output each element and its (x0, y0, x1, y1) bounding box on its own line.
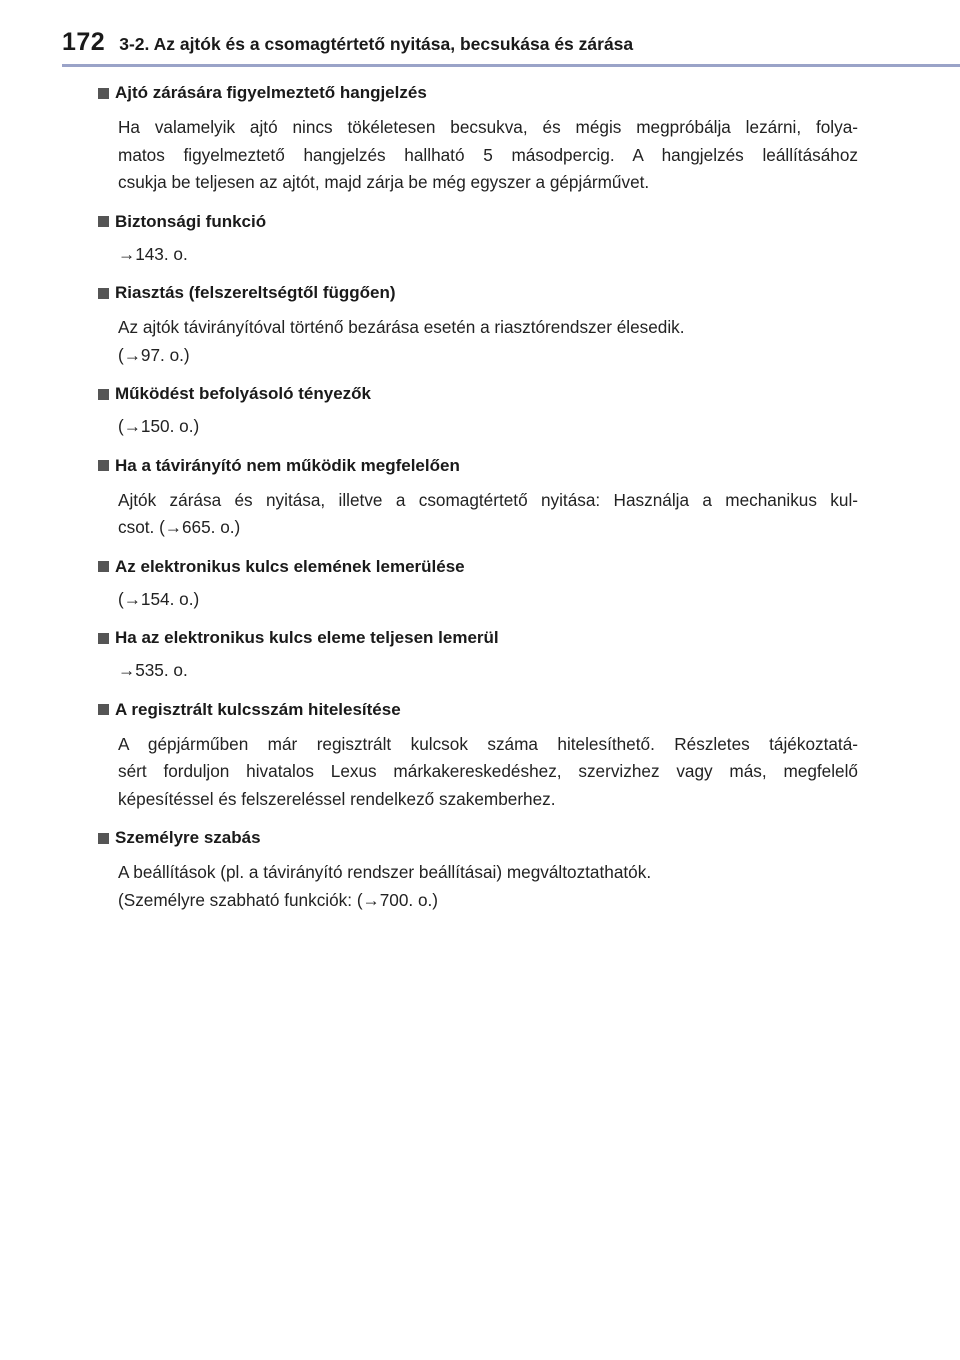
header-divider (62, 64, 960, 67)
body-line: Ajtók zárása és nyitása, illetve a csomagtértető nyitása: Használja a mechanikus kul- (118, 489, 858, 510)
section-alarm (98, 278, 858, 369)
section-remote-malfunction (98, 451, 858, 542)
section-heading-text: Az elektronikus kulcs elemének lemerülése (115, 556, 465, 576)
square-bullet-icon (98, 704, 109, 715)
section-heading (98, 207, 858, 237)
section-heading-text: Működést befolyásoló tényezők (115, 384, 371, 403)
section-heading-text: Ha a távirányító nem működik megfelelően (115, 455, 460, 475)
page-content (98, 78, 858, 914)
body-line: sért forduljon hivatalos Lexus márkakereskedéshez, szervizhez vagy más, megfelelő (118, 761, 858, 781)
section-heading (98, 451, 858, 481)
page-reference: (→150. o.) (118, 416, 200, 436)
page-number: 172 (62, 28, 106, 56)
section-heading (98, 552, 858, 582)
section-body (118, 114, 858, 197)
square-bullet-icon (98, 561, 109, 572)
section-heading (98, 823, 858, 853)
body-line: A beállítások (pl. a távirányító rendszer beállításai) megváltoztathatók. (118, 862, 652, 882)
section-key-number-verification (98, 695, 858, 814)
section-body (118, 859, 858, 914)
page-reference: →143. o. (118, 243, 188, 264)
square-bullet-icon (98, 88, 109, 99)
section-heading (98, 623, 858, 653)
section-heading-text: Riasztás (felszereltségtől függően) (115, 283, 396, 302)
page-reference: →535. o. (118, 660, 188, 680)
body-line: csot. (→665. o.) (118, 517, 241, 537)
square-bullet-icon (98, 288, 109, 299)
body-line: Az ajtók távirányítóval történő bezárása esetén a riasztórendszer élesedik. (118, 317, 685, 337)
section-battery-fully-depleted (98, 623, 858, 685)
page-reference: (→154. o.) (118, 588, 200, 609)
square-bullet-icon (98, 833, 109, 844)
square-bullet-icon (98, 460, 109, 471)
section-operating-factors (98, 379, 858, 441)
body-line: (→97. o.) (118, 344, 190, 365)
section-body (118, 487, 858, 542)
section-heading (98, 278, 858, 308)
section-heading (98, 379, 858, 409)
section-body (118, 314, 858, 369)
section-heading (98, 695, 858, 725)
section-heading-text: Ajtó zárására figyelmeztető hangjelzés (115, 83, 427, 102)
square-bullet-icon (98, 389, 109, 400)
square-bullet-icon (98, 633, 109, 644)
section-security-function (98, 207, 858, 269)
body-line: (Személyre szabható funkciók: (→700. o.) (118, 889, 439, 910)
section-heading-text: A regisztrált kulcsszám hitelesítése (115, 699, 401, 719)
body-line: matos figyelmeztető hangjelzés hallható 5 másodpercig. A hangjelzés leállításához (118, 144, 858, 165)
section-door-lock-buzzer (98, 78, 858, 197)
square-bullet-icon (98, 216, 109, 227)
body-line: képesítéssel és felszereléssel rendelkező szakemberhez. (118, 788, 556, 809)
section-battery-depletion (98, 552, 858, 614)
body-line: Ha valamelyik ajtó nincs tökéletesen becsukva, és mégis megpróbálja lezárni, folya- (118, 117, 858, 137)
chapter-title: 3-2. Az ajtók és a csomagtértető nyitása, becsukása és zárása (119, 34, 634, 54)
section-heading-text: Személyre szabás (115, 828, 261, 847)
section-heading-text: Biztonsági funkció (115, 211, 267, 231)
section-customization (98, 823, 858, 914)
section-heading-text: Ha az elektronikus kulcs eleme teljesen lemerül (115, 628, 499, 647)
section-body (118, 731, 858, 814)
page-header (62, 28, 960, 58)
body-line: csukja be teljesen az ajtót, majd zárja be még egyszer a gépjárművet. (118, 172, 650, 192)
body-line: A gépjárműben már regisztrált kulcsok száma hitelesíthető. Részletes tájékoztatá- (118, 733, 858, 754)
section-heading (98, 78, 858, 108)
